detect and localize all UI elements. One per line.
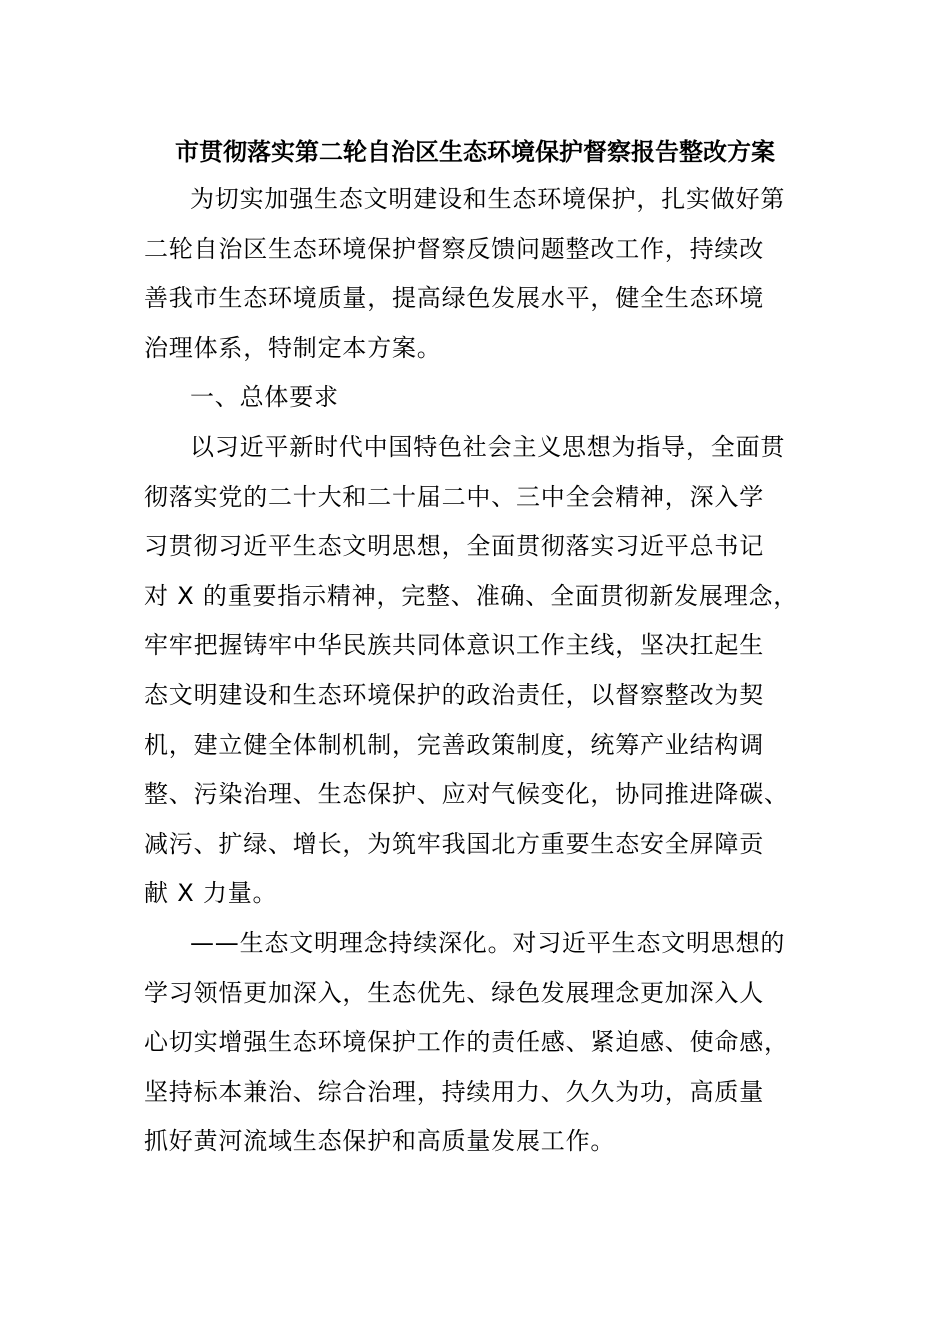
body-line: 彻落实党的二十大和二十届二中、三中全会精神，深入学 <box>144 482 764 511</box>
body-line: 学习领悟更加深入，生态优先、绿色发展理念更加深入人 <box>144 978 764 1007</box>
body-line: 以习近平新时代中国特色社会主义思想为指导，全面贯 <box>190 432 786 461</box>
body-line: 善我市生态环境质量，提高绿色发展水平，健全生态环境 <box>144 284 764 313</box>
body-line: 献 X 力量。 <box>144 879 278 908</box>
document-body <box>144 179 814 1171</box>
document-title: 市贯彻落实第二轮自治区生态环境保护督察报告整改方案 <box>175 138 775 166</box>
body-line: 心切实增强生态环境保护工作的责任感、紧迫感、使命感， <box>144 1028 789 1057</box>
body-line: 习贯彻习近平生态文明思想，全面贯彻落实习近平总书记 <box>144 532 764 561</box>
body-line: ——生态文明理念持续深化。对习近平生态文明思想的 <box>190 928 786 957</box>
body-line: 牢牢把握铸牢中华民族共同体意识工作主线，坚决扛起生 <box>144 631 764 660</box>
body-line: 坚持标本兼治、综合治理，持续用力、久久为功，高质量 <box>144 1077 764 1106</box>
body-line: 治理体系，特制定本方案。 <box>144 333 442 362</box>
body-line: 二轮自治区生态环境保护督察反馈问题整改工作，持续改 <box>144 234 764 263</box>
body-line: 抓好黄河流域生态保护和高质量发展工作。 <box>144 1127 616 1156</box>
body-line: 对 X 的重要指示精神，完整、准确、全面贯彻新发展理念， <box>144 581 799 610</box>
body-line: 态文明建设和生态环境保护的政治责任，以督察整改为契 <box>144 680 764 709</box>
body-line: 一、总体要求 <box>190 383 339 412</box>
body-line: 机，建立健全体制机制，完善政策制度，统筹产业结构调 <box>144 730 764 759</box>
body-line: 减污、扩绿、增长，为筑牢我国北方重要生态安全屏障贡 <box>144 829 764 858</box>
body-line: 为切实加强生态文明建设和生态环境保护，扎实做好第 <box>190 185 786 213</box>
body-line: 整、污染治理、生态保护、应对气候变化，协同推进降碳、 <box>144 780 789 809</box>
